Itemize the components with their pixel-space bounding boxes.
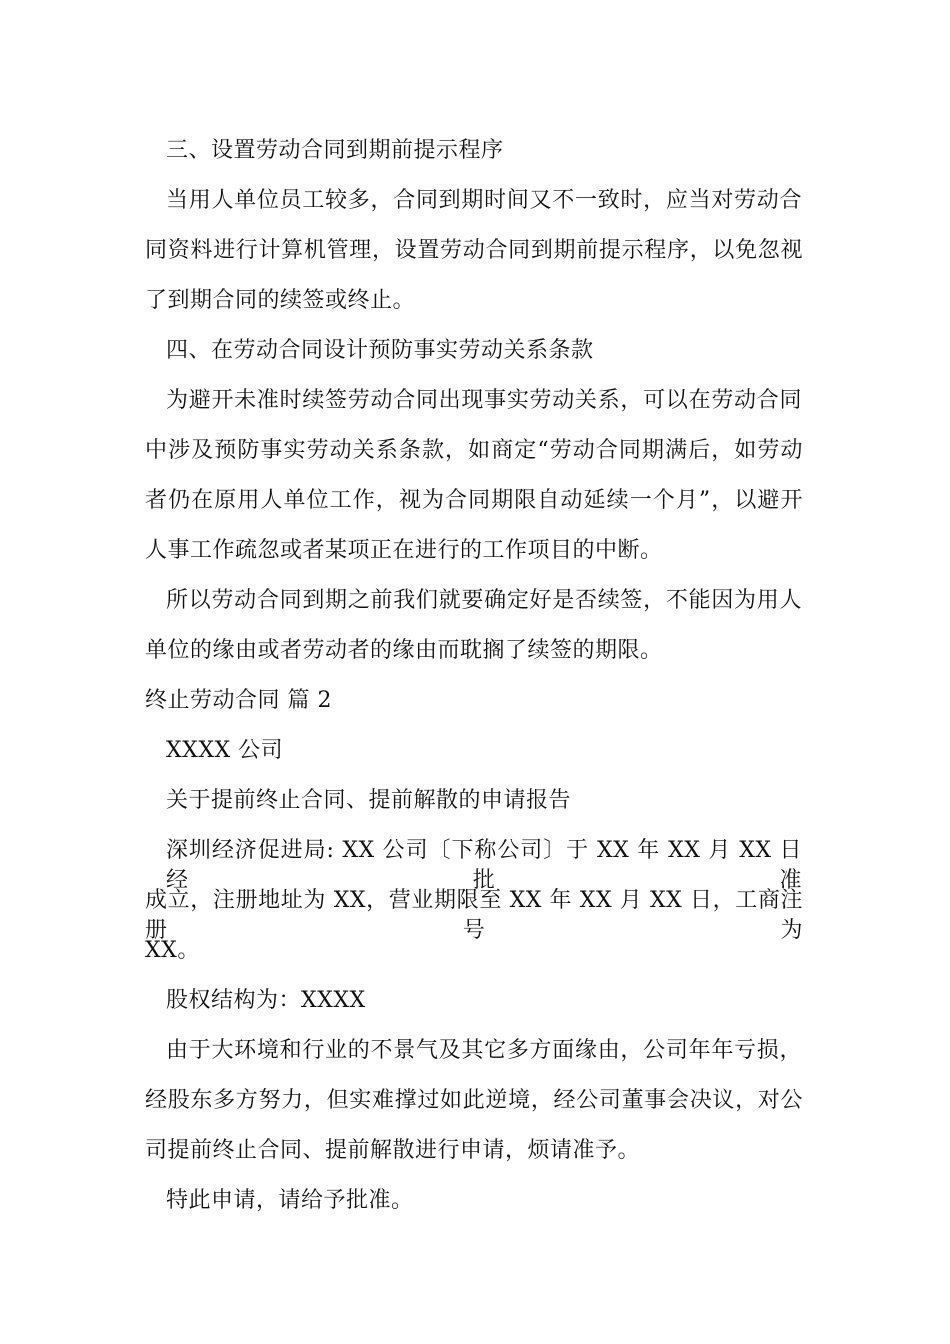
heading-section-4: 四、在劳动合同设计预防事实劳动关系条款 [166, 338, 594, 363]
closing-line: 特此申请，请给予批准。 [166, 1188, 414, 1213]
paragraph-line: 中涉及预防事实劳动关系条款，如商定“劳动合同期满后，如劳动 [145, 438, 803, 463]
heading-section-3: 三、设置劳动合同到期前提示程序 [166, 138, 504, 163]
company-name: XXXX 公司 [166, 738, 284, 763]
paragraph-line: 由于大环境和行业的不景气及其它多方面缘由，公司年年亏损， [166, 1038, 802, 1063]
paragraph-line: 成立，注册地址为 XX，营业期限至 XX 年 XX 月 XX 日，工商注册号为 [145, 888, 803, 943]
paragraph-line: 当用人单位员工较多，合同到期时间又不一致时，应当对劳动合 [166, 188, 802, 213]
paragraph-line: 所以劳动合同到期之前我们就要确定好是否续签，不能因为用人 [166, 588, 802, 613]
paragraph-line: XX。 [145, 938, 200, 963]
paragraph-line: 经股东多方努力，但实难撑过如此逆境，经公司董事会决议，对公 [145, 1088, 803, 1113]
paragraph-line: 司提前终止合同、提前解散进行申请，烦请准予。 [145, 1138, 641, 1163]
paragraph-line: 者仍在原用人单位工作，视为合同期限自动延续一个月”，以避开 [145, 488, 803, 513]
paragraph-line: 为避开未准时续签劳动合同出现事实劳动关系，可以在劳动合同 [166, 388, 802, 413]
paragraph-line: 人事工作疏忽或者某项正在进行的工作项目的中断。 [145, 538, 663, 563]
paragraph-line: 了到期合同的续签或终止。 [145, 288, 416, 313]
report-title: 关于提前终止合同、提前解散的申请报告 [166, 788, 572, 813]
paragraph-line: 同资料进行计算机管理，设置劳动合同到期前提示程序，以免忽视 [145, 238, 803, 263]
paragraph-line: 股权结构为：XXXX [166, 988, 366, 1013]
paragraph-line: 单位的缘由或者劳动者的缘由而耽搁了续签的期限。 [145, 638, 663, 663]
article-title: 终止劳动合同 篇 2 [145, 688, 332, 713]
paragraph-line: 深圳经济促进局: XX 公司〔下称公司〕于 XX 年 XX 月 XX 日经批准 [166, 838, 802, 893]
